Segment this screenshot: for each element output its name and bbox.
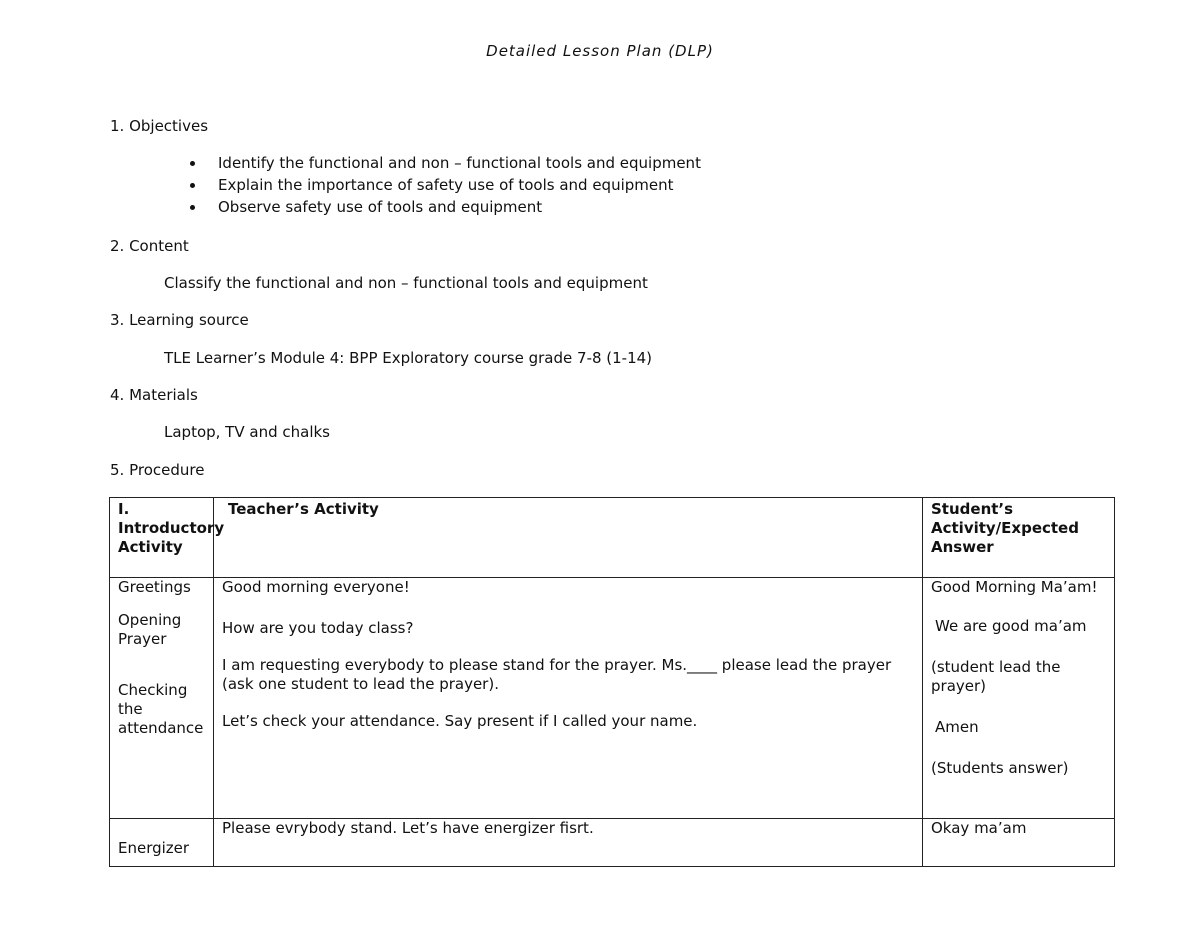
teacher-line: Please evrybody stand. Let’s have energizer fisrt. [222,819,594,837]
student-line: (Students answer) [931,759,1069,777]
bullet-icon [190,161,195,166]
procedure-table [109,497,1115,867]
list-item: Explain the importance of safety use of tools and equipment [190,176,701,198]
teacher-cell [214,819,923,867]
student-cell [923,578,1115,819]
teacher-line: I am requesting everybody to please stand for the prayer. Ms.____ please lead the prayer (ask one student to lead the prayer). [222,656,892,693]
student-line: (student lead the prayer) [931,658,1061,695]
activity-cell [110,578,214,819]
materials-text: Laptop, TV and chalks [164,423,330,441]
learning-source-heading: 3. Learning source [110,311,249,329]
table-row [110,819,1115,867]
teacher-line: How are you today class? [222,619,414,637]
activity-checking-attendance: Checking the attendance [118,681,204,737]
student-line: Good Morning Ma’am! [931,578,1098,596]
student-line: Okay ma’am [931,819,1027,837]
materials-heading: 4. Materials [110,386,198,404]
table-row [110,578,1115,819]
student-line: We are good ma’am [935,617,1087,635]
student-cell [923,819,1115,867]
content-heading: 2. Content [110,237,189,255]
list-item: Identify the functional and non – functional tools and equipment [190,154,701,176]
header-teachers-activity: Teacher’s Activity [214,498,923,578]
bullet-icon [190,183,195,188]
activity-greetings: Greetings [118,578,191,596]
objectives-heading: 1. Objectives [110,117,209,135]
document-title: Detailed Lesson Plan (DLP) [486,42,714,60]
header-introductory-activity: I. Introductory Activity [110,498,214,578]
bullet-icon [190,205,195,210]
learning-source-text: TLE Learner’s Module 4: BPP Exploratory course grade 7-8 (1-14) [164,349,653,367]
content-text: Classify the functional and non – functional tools and equipment [164,274,648,292]
procedure-heading: 5. Procedure [110,461,205,479]
list-item: Observe safety use of tools and equipment [190,198,701,220]
activity-energizer: Energizer [118,839,190,857]
teacher-cell [214,578,923,819]
student-line: Amen [935,718,979,736]
objectives-list [190,154,701,220]
teacher-line: Let’s check your attendance. Say present if I called your name. [222,712,698,730]
activity-cell [110,819,214,867]
teacher-line: Good morning everyone! [222,578,410,596]
activity-opening-prayer: Opening Prayer [118,611,182,648]
header-students-activity: Student’s Activity/Expected Answer [923,498,1115,578]
table-header-row [110,498,1115,578]
